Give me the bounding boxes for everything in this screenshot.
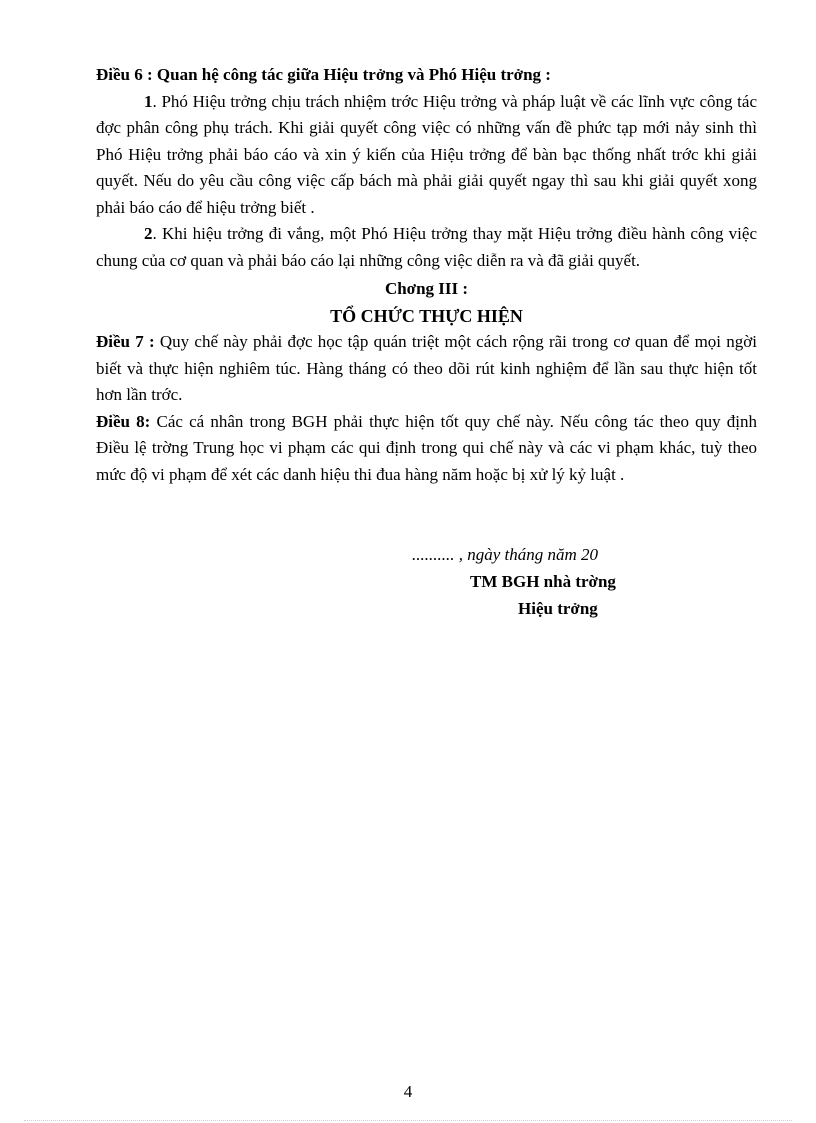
signature-organization: TM BGH nhà trờng	[470, 572, 616, 591]
article-8	[96, 409, 757, 489]
paragraph-1-number: 1	[144, 91, 153, 111]
article-6-title: : Quan hệ công tác giữa Hiệu trởng và Phó Hiệu trởng :	[142, 65, 551, 84]
document-body	[96, 62, 757, 488]
page-number: 4	[403, 1082, 413, 1101]
footer-divider	[24, 1120, 792, 1121]
paragraph-2-number: 2	[144, 224, 153, 243]
article-6-heading	[96, 62, 757, 89]
article-7-text: Quy chế này phải đợc học tập quán triệt một cách rộng rãi trong cơ quan để mọi ngời biết và thực hiện nghiêm túc. Hàng tháng có theo dõi rút kinh nghiệm để lần sau thực hiện tốt hơn lần trớc.	[96, 332, 757, 404]
paragraph-2-text: . Khi hiệu trởng đi vắng, một Phó Hiệu trởng thay mặt Hiệu trởng điều hành công việc chung của cơ quan và phải báo cáo lại những công việc diễn ra và đã giải quyết.	[96, 224, 757, 270]
signature-date-line: .......... , ngày tháng năm 20	[412, 545, 599, 564]
article-7-label: Điều 7 :	[96, 332, 155, 351]
signature-title: Hiệu trởng	[518, 599, 598, 618]
paragraph-1-text: . Phó Hiệu trởng chịu trách nhiệm trớc Hiệu trởng và pháp luật về các lĩnh vực công tác đợc phân công phụ trách. Khi giải quyết công việc có những vấn đề phức tạp mới nảy sinh thì Phó Hiệu trởng phải báo cáo và xin ý kiến của Hiệu trởng để bàn bạc thống nhất trớc khi giải quyết. Nếu do yêu cầu công việc cấp bách mà phải giải quyết ngay thì sau khi giải quyết xong phải báo cáo để hiệu trởng biết .	[96, 91, 757, 217]
article-6-paragraph-2	[96, 221, 757, 274]
article-7	[96, 329, 757, 409]
chapter-title: TỔ CHỨC THỰC HIỆN	[330, 305, 523, 326]
chapter-label: Chơng III :	[384, 279, 469, 298]
article-6-label: Điều 6	[96, 65, 143, 84]
article-8-text: Các cá nhân trong BGH phải thực hiện tốt quy chế này. Nếu công tác theo quy định Điều lệ trờng Trung học vi phạm các qui định trong qui chế này và các vi phạm khác, tuỳ theo mức độ vi phạm để xét các danh hiệu thi đua hàng năm hoặc bị xử lý kỷ luật .	[96, 411, 757, 484]
article-8-label: Điều 8:	[96, 411, 151, 431]
article-6-paragraph-1	[96, 89, 757, 222]
